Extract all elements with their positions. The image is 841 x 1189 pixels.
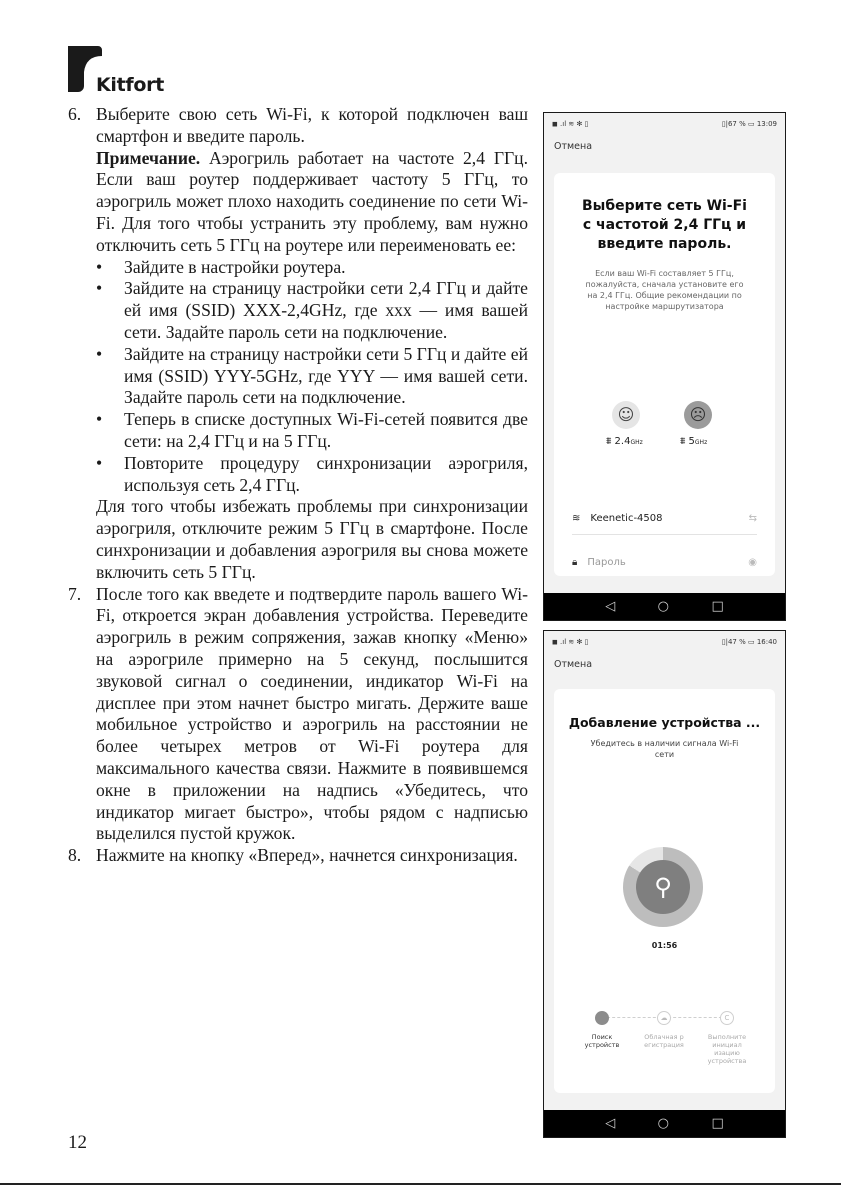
lock-icon: 🔒︎ xyxy=(572,557,578,568)
note-text: Аэрогриль работает на частоте 2,4 ГГц. Если ваш роутер поддерживает частоту 5 ГГц, то аэрогриль может плохо находить соединение по сети Wi-Fi. Для того чтобы устранить эту проблему, вам нужно отключить сеть 5 ГГц на роутере или переименовать ее: xyxy=(96,147,528,255)
back-icon[interactable]: ◁ xyxy=(605,1116,616,1131)
back-icon[interactable]: ◁ xyxy=(605,599,616,614)
list-item: • Зайдите в настройки роутера. xyxy=(96,256,346,277)
screen-subtitle: Если ваш Wi-Fi составляет 5 ГГц, пожалуйста, сначала установите его на 2,4 ГГц. Общие рекомендации по настройке маршрутизатора xyxy=(585,269,744,311)
nav-bar xyxy=(544,593,785,620)
adding-card xyxy=(554,689,775,1093)
cancel-button[interactable]: Отмена xyxy=(554,659,593,670)
status-clock: ▯|47 % ▭ 16:40 xyxy=(721,638,777,646)
step-6-note xyxy=(96,148,528,257)
status-clock: ▯|67 % ▭ 13:09 xyxy=(721,120,777,128)
router-icon: ⩩ xyxy=(606,436,612,447)
cancel-button[interactable]: Отмена xyxy=(554,141,593,152)
password-input[interactable]: Пароль xyxy=(587,557,626,568)
step-7 xyxy=(68,584,528,846)
search-icon: ⚲ xyxy=(636,860,690,914)
band-2-4ghz: ⩩ 2.4GHz xyxy=(606,436,643,447)
step-8-text: Нажмите на кнопку «Вперед», начнется синхронизация. xyxy=(96,845,518,866)
kitfort-logo xyxy=(68,46,178,96)
step-7-text: После того как введете и подтвердите пароль вашего Wi-Fi, откроется экран добавления устройства. Переведите аэрогриль в режим сопряжения, зажав кнопку «Меню» на аэрогриле примерно на 5 секунд, послышится звуковой сигнал о соединении, индикатор Wi-Fi на дисплее при этом начнет быстро мигать. Держите ваше мобильное устройство и аэрогриль на расстоянии не более четырех метров от Wi-Fi роутера для максимального качества связи. Нажмите в появившемся окне в приложении на надпись «Убедитесь, что индикатор мигает быстро», чтобы рядом с надписью выделился пустой кружок. xyxy=(96,583,528,844)
step-8 xyxy=(68,845,528,867)
smile-icon: ☺ xyxy=(612,401,640,429)
instructions xyxy=(68,104,528,867)
step-init: C Выполните инициал изацию устройства xyxy=(699,1009,755,1065)
recents-icon[interactable]: □ xyxy=(711,599,724,614)
step-6-intro: Выберите свою сеть Wi-Fi, к которой подключен ваш смартфон и введите пароль. xyxy=(96,104,528,146)
step-number: 6. xyxy=(68,104,82,124)
nav-bar xyxy=(544,1110,785,1137)
page-number: 12 xyxy=(68,1132,87,1153)
timer: 01:56 xyxy=(651,941,678,950)
note-label: Примечание. xyxy=(96,147,201,168)
password-field[interactable] xyxy=(572,557,757,568)
list-item: • Зайдите на страницу настройки сети 5 ГГц и дайте ей имя (SSID) YYY-5GHz, где YYY — имя вашей сети. Задайте пароль сети на подключение. xyxy=(96,343,528,408)
step-number: 8. xyxy=(68,845,82,866)
step-cloud: ☁ Облачная р егистрация xyxy=(636,1009,692,1049)
step-number: 7. xyxy=(68,583,82,604)
screen-title: Добавление устройства ... xyxy=(568,715,761,730)
status-bar xyxy=(544,631,785,653)
band-5ghz: ⩩ 5GHz xyxy=(680,436,708,447)
screen-title: Выберите сеть Wi-Fi с частотой 2,4 ГГц и введите пароль. xyxy=(582,198,747,252)
bottom-divider xyxy=(0,1183,841,1185)
wifi-icon: ≋ xyxy=(572,513,581,524)
router-steps-list xyxy=(96,257,528,497)
step-6 xyxy=(68,104,528,496)
status-bar xyxy=(544,113,785,135)
step-search: Поиск устройств xyxy=(574,1009,630,1049)
screen-subtitle: Убедитесь в наличии сигнала Wi-Fi сети xyxy=(590,739,739,759)
network-name: Keenetic-4508 xyxy=(590,513,663,524)
list-item: • Зайдите на страницу настройки сети 2,4 ГГц и дайте ей имя (SSID) XXX-2,4GHz, где ххх — имя вашей сети. Задайте пароль сети на подключение. xyxy=(96,278,528,342)
wifi-card xyxy=(554,173,775,576)
list-item: • Теперь в списке доступных Wi-Fi-сетей появится две сети: на 2,4 ГГц и на 5 ГГц. xyxy=(96,409,528,451)
eye-icon[interactable]: ◉ xyxy=(748,557,757,568)
switch-network-icon[interactable]: ⇆ xyxy=(748,513,757,524)
router-icon: ⩩ xyxy=(680,436,686,447)
list-item: • Повторите процедуру синхронизации аэрогриля, используя сеть 2,4 ГГц. xyxy=(96,452,528,495)
home-icon[interactable]: ○ xyxy=(657,1116,670,1131)
recents-icon[interactable]: □ xyxy=(711,1116,724,1131)
screenshot-adding-device xyxy=(543,630,786,1138)
sad-face-icon: ☹ xyxy=(684,401,712,429)
search-progress-ring xyxy=(623,847,703,927)
screenshot-wifi-select xyxy=(543,112,786,621)
kitfort-logo-text: Kitfort xyxy=(96,74,164,96)
home-icon[interactable]: ○ xyxy=(657,599,670,614)
network-field[interactable] xyxy=(572,513,757,535)
step-6-outro: Для того чтобы избежать проблемы при синхронизации аэрогриля, отключите режим 5 ГГц в смартфоне. После синхронизации и добавления аэрогриля вы снова можете включить сеть 5 ГГц. xyxy=(96,496,528,582)
status-icons: ◼ .ıl ≋ ✻ ▯ xyxy=(552,120,589,128)
status-icons: ◼ .ıl ≋ ✻ ▯ xyxy=(552,638,589,646)
